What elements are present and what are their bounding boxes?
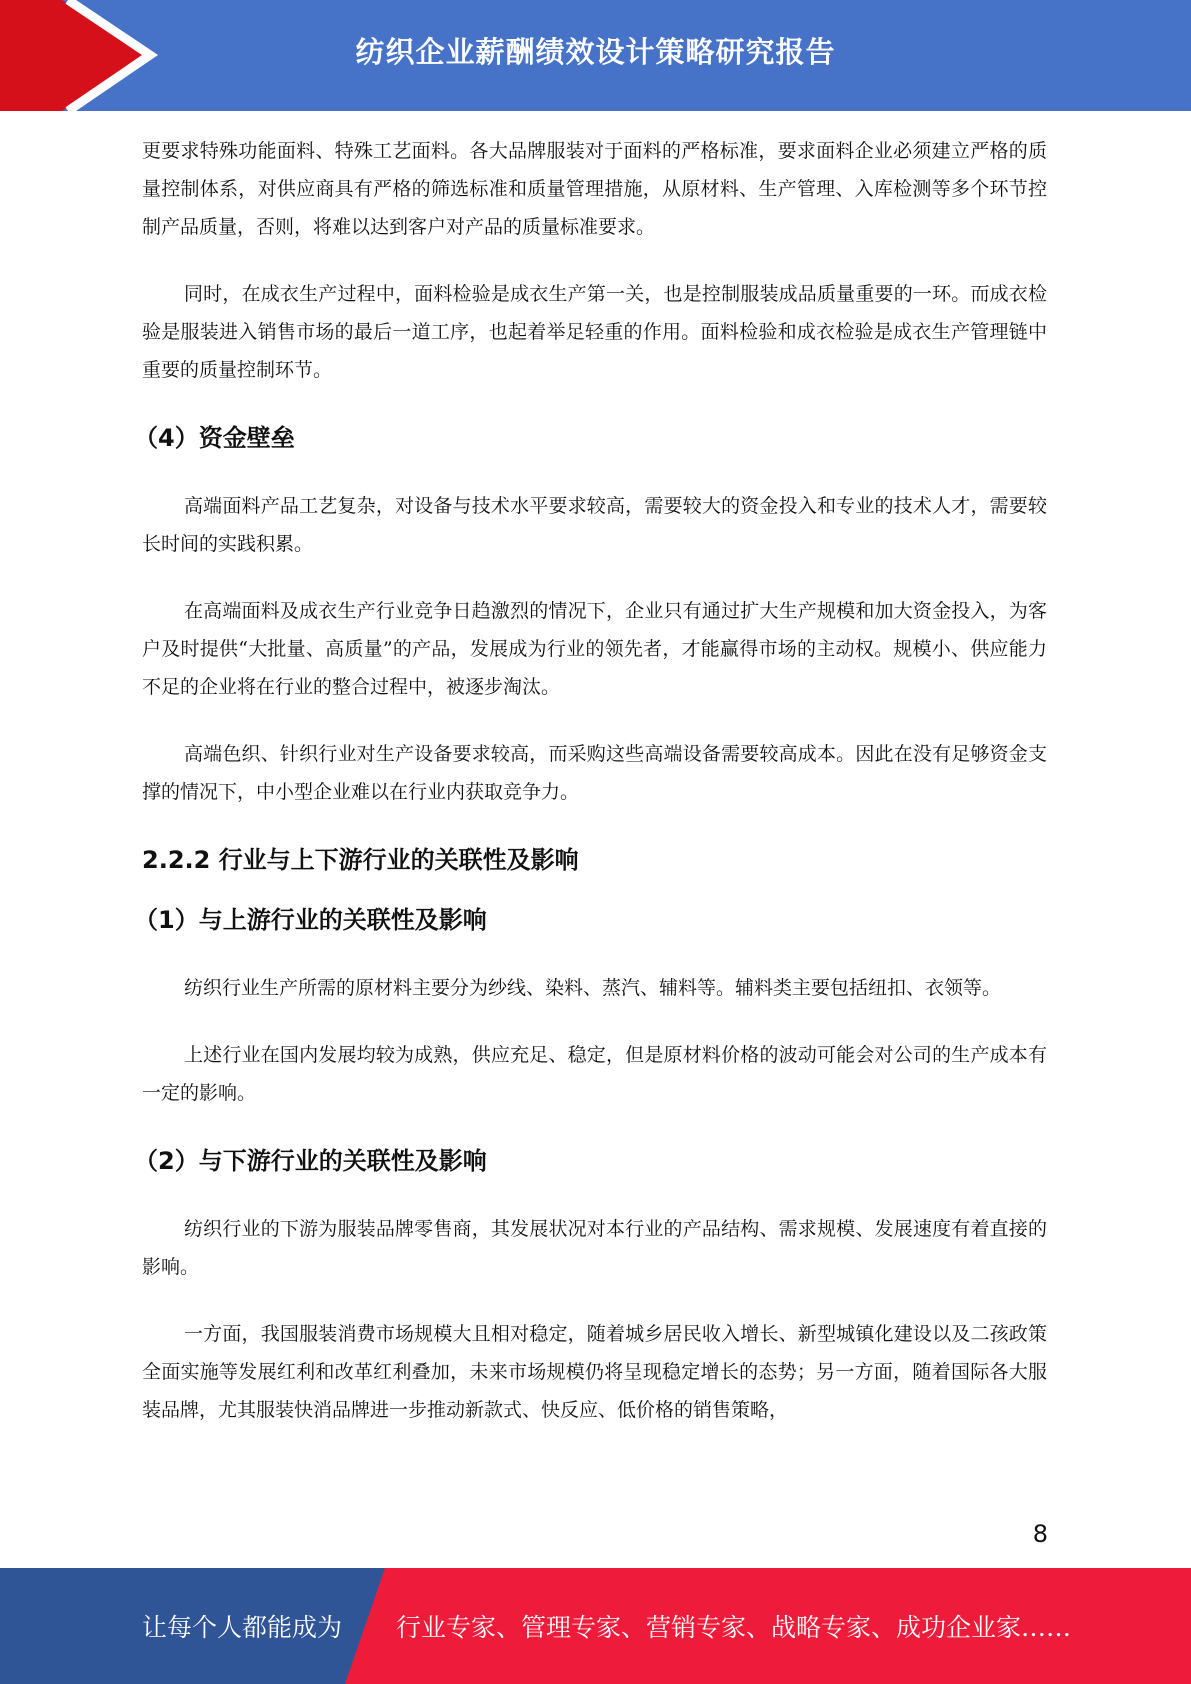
subheading-capital-barrier: （4）资金壁垒	[134, 424, 295, 452]
page-body	[134, 132, 1047, 1458]
page-number: 8	[1032, 1520, 1048, 1548]
paragraph: 在高端面料及成衣生产行业竞争日趋激烈的情况下，企业只有通过扩大生产规模和加大资金投入，为客户及时提供“大批量、高质量”的产品，发展成为行业的领先者，才能赢得市场的主动权。规模小、供应能力不足的企业将在行业的整合过程中，被逐步淘汰。	[142, 600, 1047, 698]
section-heading: 2.2.2 行业与上下游行业的关联性及影响	[142, 846, 579, 874]
page-footer	[0, 1568, 1191, 1684]
subheading-downstream: （2）与下游行业的关联性及影响	[134, 1147, 487, 1175]
paragraph: 一方面，我国服装消费市场规模大且相对稳定，随着城乡居民收入增长、新型城镇化建设以及二孩政策全面实施等发展红利和改革红利叠加，未来市场规模仍将呈现稳定增长的态势；另一方面，随着国际各大服装品牌，尤其服装快消品牌进一步推动新款式、快反应、低价格的销售策略，	[142, 1323, 1047, 1421]
page-header	[0, 0, 1191, 111]
paragraph: 高端面料产品工艺复杂，对设备与技术水平要求较高，需要较大的资金投入和专业的技术人才，需要较长时间的实践积累。	[142, 495, 1047, 555]
paragraph: 高端色织、针织行业对生产设备要求较高，而采购这些高端设备需要较高成本。因此在没有足够资金支撑的情况下，中小型企业难以在行业内获取竞争力。	[142, 743, 1047, 803]
subheading-upstream: （1）与上游行业的关联性及影响	[134, 906, 487, 934]
footer-slogan-left: 让每个人都能成为	[142, 1613, 343, 1642]
report-title: 纺织企业薪酬绩效设计策略研究报告	[355, 35, 836, 69]
paragraph: 纺织行业的下游为服装品牌零售商，其发展状况对本行业的产品结构、需求规模、发展速度有着直接的影响。	[142, 1218, 1047, 1278]
paragraph: 更要求特殊功能面料、特殊工艺面料。各大品牌服装对于面料的严格标准，要求面料企业必须建立严格的质量控制体系，对供应商具有严格的筛选标准和质量管理措施，从原材料、生产管理、入库检测等多个环节控制产品质量，否则，将难以达到客户对产品的质量标准要求。	[142, 140, 1047, 238]
footer-slogan-right: 行业专家、管理专家、营销专家、战略专家、成功企业家……	[396, 1613, 1072, 1642]
paragraph: 同时，在成衣生产过程中，面料检验是成衣生产第一关，也是控制服装成品质量重要的一环。而成衣检验是服装进入销售市场的最后一道工序，也起着举足轻重的作用。面料检验和成衣检验是成衣生产管理链中重要的质量控制环节。	[142, 283, 1047, 381]
paragraph: 上述行业在国内发展均较为成熟，供应充足、稳定，但是原材料价格的波动可能会对公司的生产成本有一定的影响。	[142, 1044, 1047, 1104]
paragraph: 纺织行业生产所需的原材料主要分为纱线、染料、蒸汽、辅料等。辅料类主要包括纽扣、衣领等。	[184, 977, 1002, 999]
